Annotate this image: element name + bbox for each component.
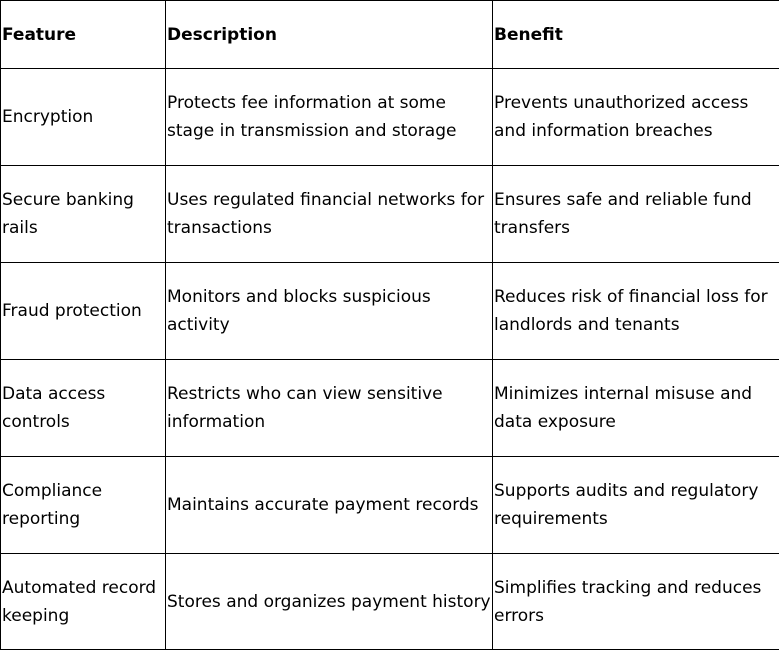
- cell-feature: Encryption: [1, 69, 166, 166]
- cell-feature: Automated record keeping: [1, 554, 166, 650]
- table-row: [1, 263, 779, 360]
- cell-benefit: Reduces risk of financial loss for landlords and tenants: [493, 263, 779, 360]
- cell-description: Restricts who can view sensitive information: [166, 360, 493, 457]
- cell-description: Uses regulated financial networks for transactions: [166, 166, 493, 263]
- table-row: [1, 360, 779, 457]
- cell-benefit: Simplifies tracking and reduces errors: [493, 554, 779, 650]
- cell-benefit: Minimizes internal misuse and data exposure: [493, 360, 779, 457]
- cell-benefit: Ensures safe and reliable fund transfers: [493, 166, 779, 263]
- cell-description: Stores and organizes payment history: [166, 554, 493, 650]
- cell-feature: Fraud protection: [1, 263, 166, 360]
- header-description: Description: [166, 1, 493, 69]
- cell-description: Protects fee information at some stage in transmission and storage: [166, 69, 493, 166]
- cell-description: Monitors and blocks suspicious activity: [166, 263, 493, 360]
- cell-feature: Data access controls: [1, 360, 166, 457]
- header-feature: Feature: [1, 1, 166, 69]
- cell-benefit: Supports audits and regulatory requirements: [493, 457, 779, 554]
- cell-description: Maintains accurate payment records: [166, 457, 493, 554]
- cell-feature: Compliance reporting: [1, 457, 166, 554]
- header-benefit: Benefit: [493, 1, 779, 69]
- cell-benefit: Prevents unauthorized access and information breaches: [493, 69, 779, 166]
- table-row: [1, 554, 779, 650]
- table-row: [1, 457, 779, 554]
- table-header-row: [1, 1, 779, 69]
- table-row: [1, 166, 779, 263]
- table-row: [1, 69, 779, 166]
- cell-feature: Secure banking rails: [1, 166, 166, 263]
